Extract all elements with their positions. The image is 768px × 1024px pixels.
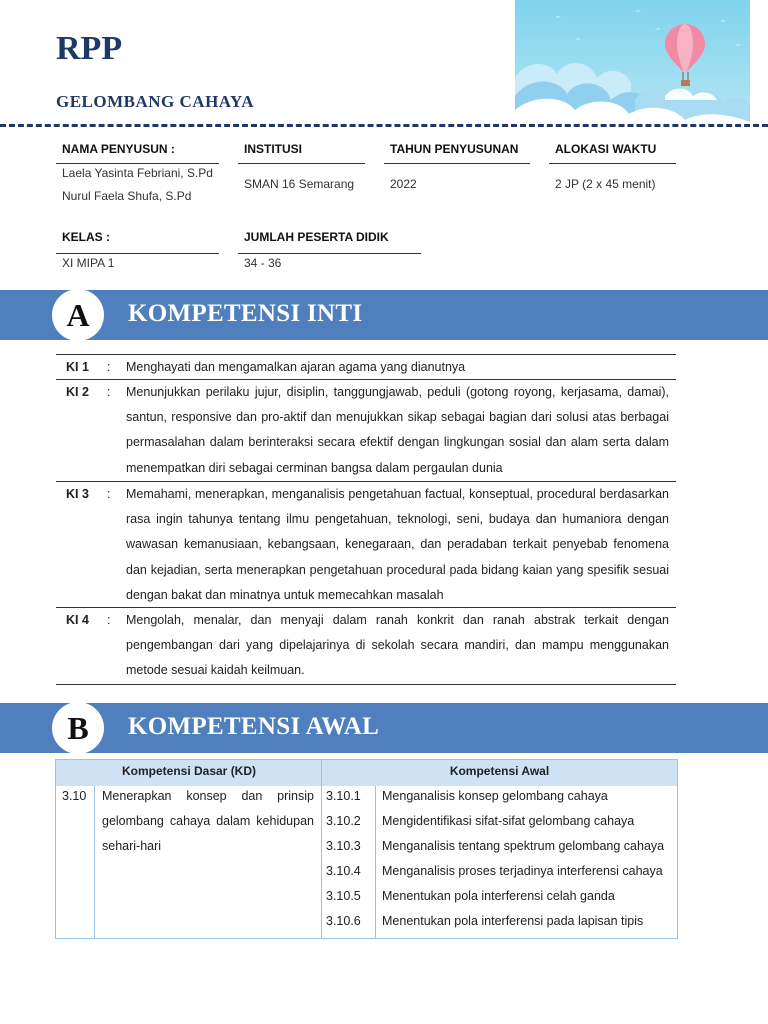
column-divider bbox=[94, 786, 95, 938]
alokasi-value: 2 JP (2 x 45 menit) bbox=[555, 177, 656, 191]
sky-balloon-illustration bbox=[515, 0, 750, 127]
kelas-label: KELAS : bbox=[62, 230, 110, 244]
section-a-title: KOMPETENSI INTI bbox=[128, 300, 363, 327]
awal-code: 3.10.5 bbox=[326, 889, 361, 903]
column-divider bbox=[375, 786, 376, 938]
awal-code: 3.10.6 bbox=[326, 914, 361, 928]
penyusun-name-2: Nurul Faela Shufa, S.Pd bbox=[62, 189, 192, 203]
column-header-kd: Kompetensi Dasar (KD) bbox=[121, 764, 257, 778]
ki-separator: : bbox=[107, 613, 111, 627]
divider bbox=[56, 163, 219, 164]
column-header-awal: Kompetensi Awal bbox=[449, 764, 550, 778]
penyusun-label: NAMA PENYUSUN : bbox=[62, 142, 175, 156]
ki-text: Menunjukkan perilaku jujur, disiplin, tanggungjawab, peduli (gotong royong, kerjasama, damai), santun, responsive dan pro-aktif dan menujukkan sikap sebagai bagian dari solusi atas berbagai permasalahan dalam berinteraksi secara efektif dengan lingkungan sosial dan alam serta dalam menempatkan diri sebagai cerminan bangsa dalam pergaulan dunia bbox=[126, 385, 669, 475]
awal-text: Mengidentifikasi sifat-sifat gelombang cahaya bbox=[382, 814, 635, 828]
kompetensi-table bbox=[55, 759, 678, 939]
tahun-value: 2022 bbox=[390, 177, 417, 191]
section-a-letter: A bbox=[52, 289, 104, 341]
section-b-title: KOMPETENSI AWAL bbox=[128, 713, 380, 740]
institusi-value: SMAN 16 Semarang bbox=[244, 177, 355, 191]
section-a-band bbox=[0, 290, 768, 340]
table-header bbox=[56, 760, 677, 786]
ki-code: KI 1 bbox=[66, 360, 89, 374]
ki-separator: : bbox=[107, 360, 111, 374]
ki-row bbox=[56, 607, 676, 685]
awal-code: 3.10.1 bbox=[326, 789, 361, 803]
awal-text: Menganalisis konsep gelombang cahaya bbox=[382, 789, 608, 803]
jumlah-label: JUMLAH PESERTA DIDIK bbox=[244, 230, 389, 244]
header-divider bbox=[0, 124, 768, 127]
divider bbox=[384, 163, 530, 164]
kelas-value: XI MIPA 1 bbox=[62, 256, 115, 270]
document-subtitle: GELOMBANG CAHAYA bbox=[56, 92, 255, 111]
awal-text: Menganalisis proses terjadinya interferensi cahaya bbox=[382, 864, 663, 878]
section-b-band bbox=[0, 703, 768, 753]
awal-code: 3.10.2 bbox=[326, 814, 361, 828]
document-title: RPP bbox=[56, 30, 123, 67]
section-b-letter: B bbox=[52, 702, 104, 754]
ki-text: Menghayati dan mengamalkan ajaran agama yang dianutnya bbox=[126, 360, 466, 374]
ki-text: Memahami, menerapkan, menganalisis pengetahuan factual, konseptual, procedural berdasarkan rasa ingin tahunya tentang ilmu pengetahuan, teknologi, seni, budaya dan humaniora dengan wawasan kemanusiaan, kebangsaan, kenegaraan, dan peradaban terkait penyebab fenomena dan kejadian, serta menerapkan pengetahuan procedural pada bidang kaian yang spesifik sesuai dengan bakat dan minatnya untuk memecahkan masalah bbox=[126, 487, 669, 602]
ki-code: KI 3 bbox=[66, 487, 89, 501]
jumlah-value: 34 - 36 bbox=[244, 256, 282, 270]
divider bbox=[549, 163, 676, 164]
awal-text: Menentukan pola interferensi pada lapisan tipis bbox=[382, 914, 644, 928]
ki-row bbox=[56, 379, 676, 482]
awal-code: 3.10.3 bbox=[326, 839, 361, 853]
institusi-label: INSTITUSI bbox=[244, 142, 303, 156]
ki-code: KI 2 bbox=[66, 385, 89, 399]
ki-separator: : bbox=[107, 487, 111, 501]
divider bbox=[238, 253, 421, 254]
kd-text: Menerapkan konsep dan prinsip gelombang cahaya dalam kehidupan sehari-hari bbox=[102, 789, 314, 854]
divider bbox=[238, 163, 365, 164]
ki-text: Mengolah, menalar, dan menyaji dalam ranah konkrit dan ranah abstrak terkait dengan pengembangan dari yang dipelajarinya di sekolah secara mandiri, dan mampu menggunakan metode sesuai kaidah keilmuan. bbox=[126, 613, 669, 678]
kd-code: 3.10 bbox=[62, 789, 87, 803]
ki-separator: : bbox=[107, 385, 111, 399]
ki-row bbox=[56, 481, 676, 608]
divider bbox=[56, 253, 219, 254]
column-divider bbox=[321, 760, 322, 938]
awal-text: Menganalisis tentang spektrum gelombang cahaya bbox=[382, 839, 665, 853]
tahun-label: TAHUN PENYUSUNAN bbox=[390, 142, 519, 156]
ki-row bbox=[56, 354, 676, 380]
penyusun-name-1: Laela Yasinta Febriani, S.Pd bbox=[62, 166, 213, 180]
ki-code: KI 4 bbox=[66, 613, 89, 627]
awal-text: Menentukan pola interferensi celah ganda bbox=[382, 889, 615, 903]
alokasi-label: ALOKASI WAKTU bbox=[555, 142, 657, 156]
awal-code: 3.10.4 bbox=[326, 864, 361, 878]
